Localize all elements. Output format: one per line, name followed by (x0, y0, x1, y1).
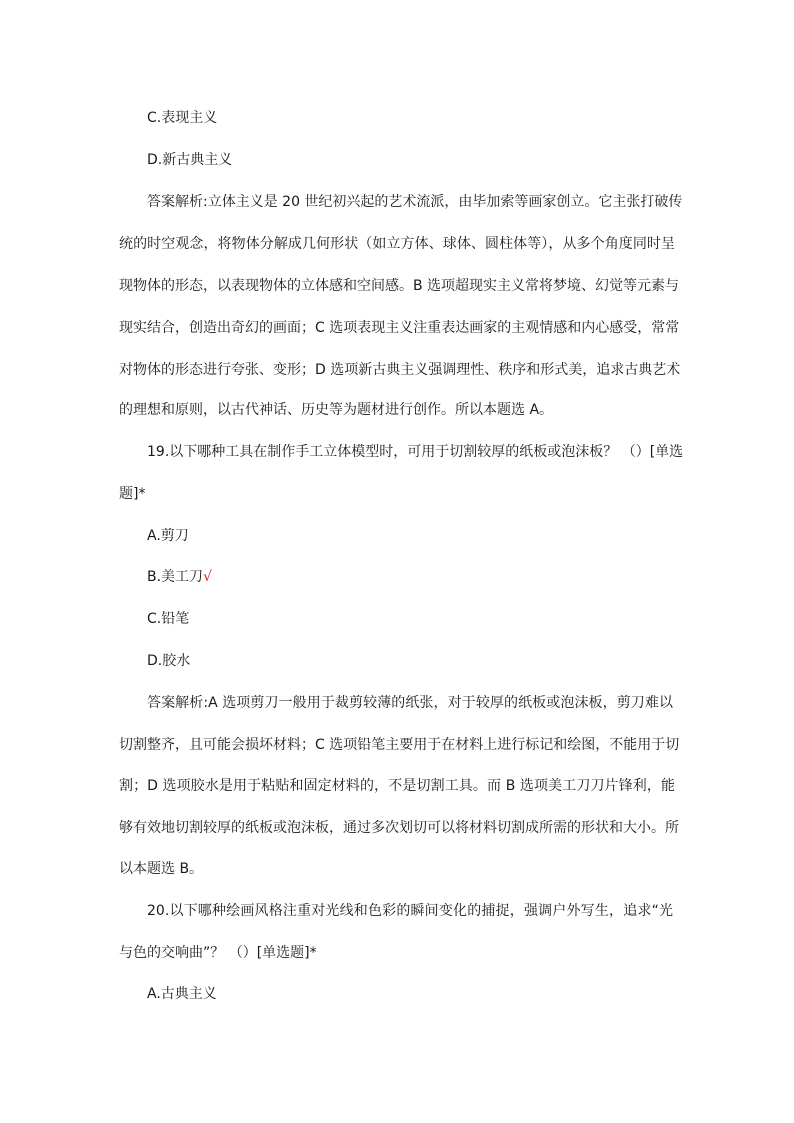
q19-option-c: C.铅笔 (147, 611, 190, 627)
q19-option-b-row (147, 567, 212, 587)
q18-analysis-line-4: 现实结合，创造出奇幻的画面；C 选项表现主义注重表达画家的主观情感和内心感受，常常 (119, 320, 680, 336)
correct-check-icon: √ (203, 569, 212, 585)
q19-question-line-1: 19.以下哪种工具在制作手工立体模型时，可用于切割较厚的纸板或泡沫板？ （）[单选 (147, 444, 684, 460)
q18-analysis-line-2: 统的时空观念，将物体分解成几何形状（如立方体、球体、圆柱体等），从多个角度同时呈 (119, 236, 675, 252)
q18-analysis-line-6: 的理想和原则，以古代神话、历史等为题材进行创作。所以本题选 A。 (119, 402, 554, 418)
q19-option-b: B.美工刀 (147, 569, 204, 585)
q19-question-line-2: 题]* (119, 486, 146, 502)
q20-question-line-2: 与色的交响曲”？ （）[单选题]* (119, 945, 317, 961)
q18-option-c: C.表现主义 (147, 110, 218, 126)
q19-analysis-line-1: 答案解析:A 选项剪刀一般用于裁剪较薄的纸张，对于较厚的纸板或泡沫板，剪刀难以 (147, 695, 673, 711)
q20-option-a: A.古典主义 (147, 986, 217, 1002)
q18-analysis-line-5: 对物体的形态进行夸张、变形；D 选项新古典主义强调理性、秩序和形式美，追求古典艺术 (119, 362, 681, 378)
q19-analysis-line-5: 以本题选 B。 (119, 861, 204, 877)
q19-option-a: A.剪刀 (147, 528, 189, 544)
q19-analysis-line-4: 够有效地切割较厚的纸板或泡沫板，通过多次划切可以将材料切割成所需的形状和大小。所 (119, 820, 679, 836)
q18-analysis-line-3: 现物体的形态，以表现物体的立体感和空间感。B 选项超现实主义常将梦境、幻觉等元素与 (119, 278, 680, 294)
q19-option-d: D.胶水 (147, 653, 191, 669)
q19-analysis-line-2: 切割整齐，且可能会损坏材料；C 选项铅笔主要用于在材料上进行标记和绘图，不能用于切 (119, 737, 680, 753)
q18-option-d: D.新古典主义 (147, 152, 233, 168)
q18-analysis-line-1: 答案解析:立体主义是 20 世纪初兴起的艺术流派，由毕加索等画家创立。它主张打破传 (147, 194, 683, 210)
q19-analysis-line-3: 割；D 选项胶水是用于粘贴和固定材料的，不是切割工具。而 B 选项美工刀刀片锋利，能 (119, 778, 675, 794)
q20-question-line-1: 20.以下哪种绘画风格注重对光线和色彩的瞬间变化的捕捉，强调户外写生，追求“光 (147, 903, 673, 919)
